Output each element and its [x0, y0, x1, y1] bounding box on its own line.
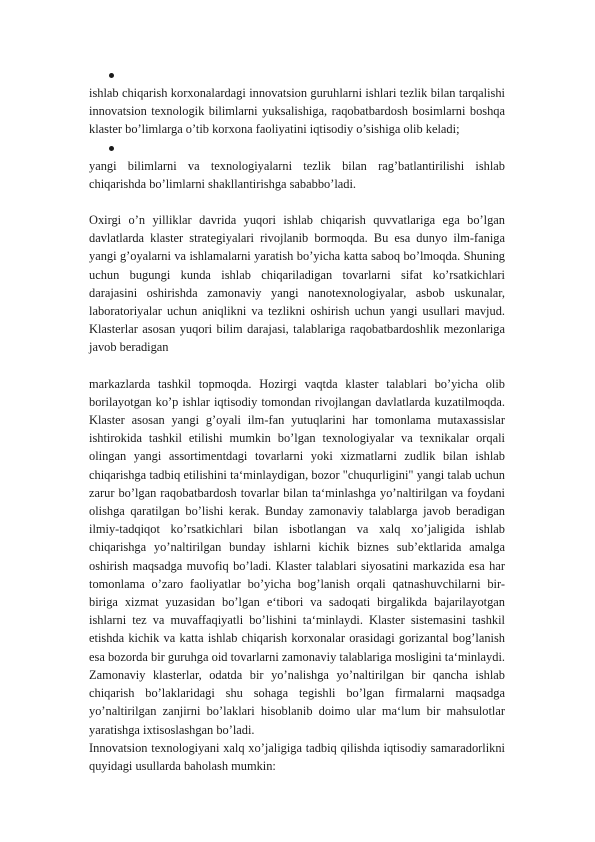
bullet-1: [89, 66, 505, 84]
bullet-dot-icon: [109, 146, 114, 151]
spacer: [89, 357, 505, 375]
bullet-2: [89, 139, 505, 157]
paragraph-1: Oxirgi o’n yilliklar davrida yuqori ishlab chiqarish quvvatlariga ega bo’lgan davlatlarda klaster strategiyalari rivojlanib bormoqda. Bu esa dunyo ilm-faniga yangi g’oyalarni va ishlamalarni yaratish bo’yicha katta saboq bo’lmoqda. Shuning uchun bugungi kunda ishlab chiqariladigan tovarlarni sifat ko’rsatkichlari darajasini oshirishda zamonaviy yangi nanotexnologiyalar, asbob uskunalar, laboratoriyalar uchun aniqlikni va tezlikni oshirish uchun yangi usullari mavjud. Klasterlar asosan yuqori bilim darajasi, talablariga raqobatbardoshlik mezonlariga javob beradigan: [89, 213, 505, 355]
bullet-1-text: ishlab chiqarish korxonalardagi innovatsion guruhlarni ishlari tezlik bilan tarqalishi innovatsion texnologik bilimlarni yuksalishiga, raqobatbardosh bosimlarni boshqa klaster bo’limlarga o’tib korxona faoliyatini iqtisodiy o’sishiga olib keladi;: [89, 86, 505, 137]
paragraph-2: markazlarda tashkil topmoqda. Hozirgi vaqtda klaster talablari bo’yicha olib borilayotgan ko’p ishlar iqtisodiy tomondan rivojlangan davlatlarda kuzatilmoqda. Klaster asosan yangi g’oyali ilm-fan yutuqlarini har tomonlama mutaxassislar ishtirokida tashkil etilishi mumkin bo’lgan texnologiyalar va texnikalar orqali olingan yangi assortimentdagi tovarlarni yoki xizmatlarni zudlik bilan ishlab chiqarishga tadbiq etilishini ta‘minlaydigan, bozor "chuqurligini" yangi talab uchun zarur bo’lgan raqobatbardosh tovarlar bilan ta‘minlashga yo’naltirilgan va foydani olishga qaratilgan bo’lishi kerak. Bunday zamonaviy talablarga javob beradigan ilmiy-tadqiqot ko’rsatkichlari bilan isbotlangan va xalq xo’jaligida ishlab chiqarishga yo’naltirilgan bunday ishlarni kichik biznes sub’ektlarida amalga oshirish maqsadga muvofiq bo’ladi. Klaster talablari siyosatini markazida esa har tomonlama o’zaro faoliyatlar bo’yicha bog’lanish orqali qatnashuvchilarni bir-biriga xizmat yuzasidan bo’lgan e‘tibori va sadoqati birgalikda bajarilayotgan ishlarni tez va muvaffaqiyatli bo’lishini ta‘minlaydi. Klaster sistemasini tashkil etishda kichik va katta ishlab chiqarish korxonalar orasidagi gorizantal bog’lanish esa bozorda bir guruhga oid tovarlarni zamonaviy talablariga mosligini ta‘minlaydi. Zamonaviy klasterlar, odatda bir yo’nalishga yo’naltirilgan bir qancha ishlab chiqarish bo’laklaridagi shu sohaga tegishli bo’lgan firmalarni maqsadga yo’naltirilgan zanjirni bo’laklari hisoblanib doimo ular ma‘lum bir mahsulotlar yaratishga ixtisoslashgan bo’ladi.: [89, 376, 505, 737]
document-page: [89, 66, 505, 775]
bullet-dot-icon: [109, 73, 114, 78]
spacer: [89, 193, 505, 211]
bullet-2-text: yangi bilimlarni va texnologiyalarni tezlik bilan rag’batlantirilishi ishlab chiqarishda bo’limlarni shakllantirishga sababbo’ladi.: [89, 158, 505, 191]
paragraph-3: Innovatsion texnologiyani xalq xo’jaligiga tadbiq qilishda iqtisodiy samaradorlikni quyidagi usullarda baholash mumkin:: [89, 740, 505, 773]
